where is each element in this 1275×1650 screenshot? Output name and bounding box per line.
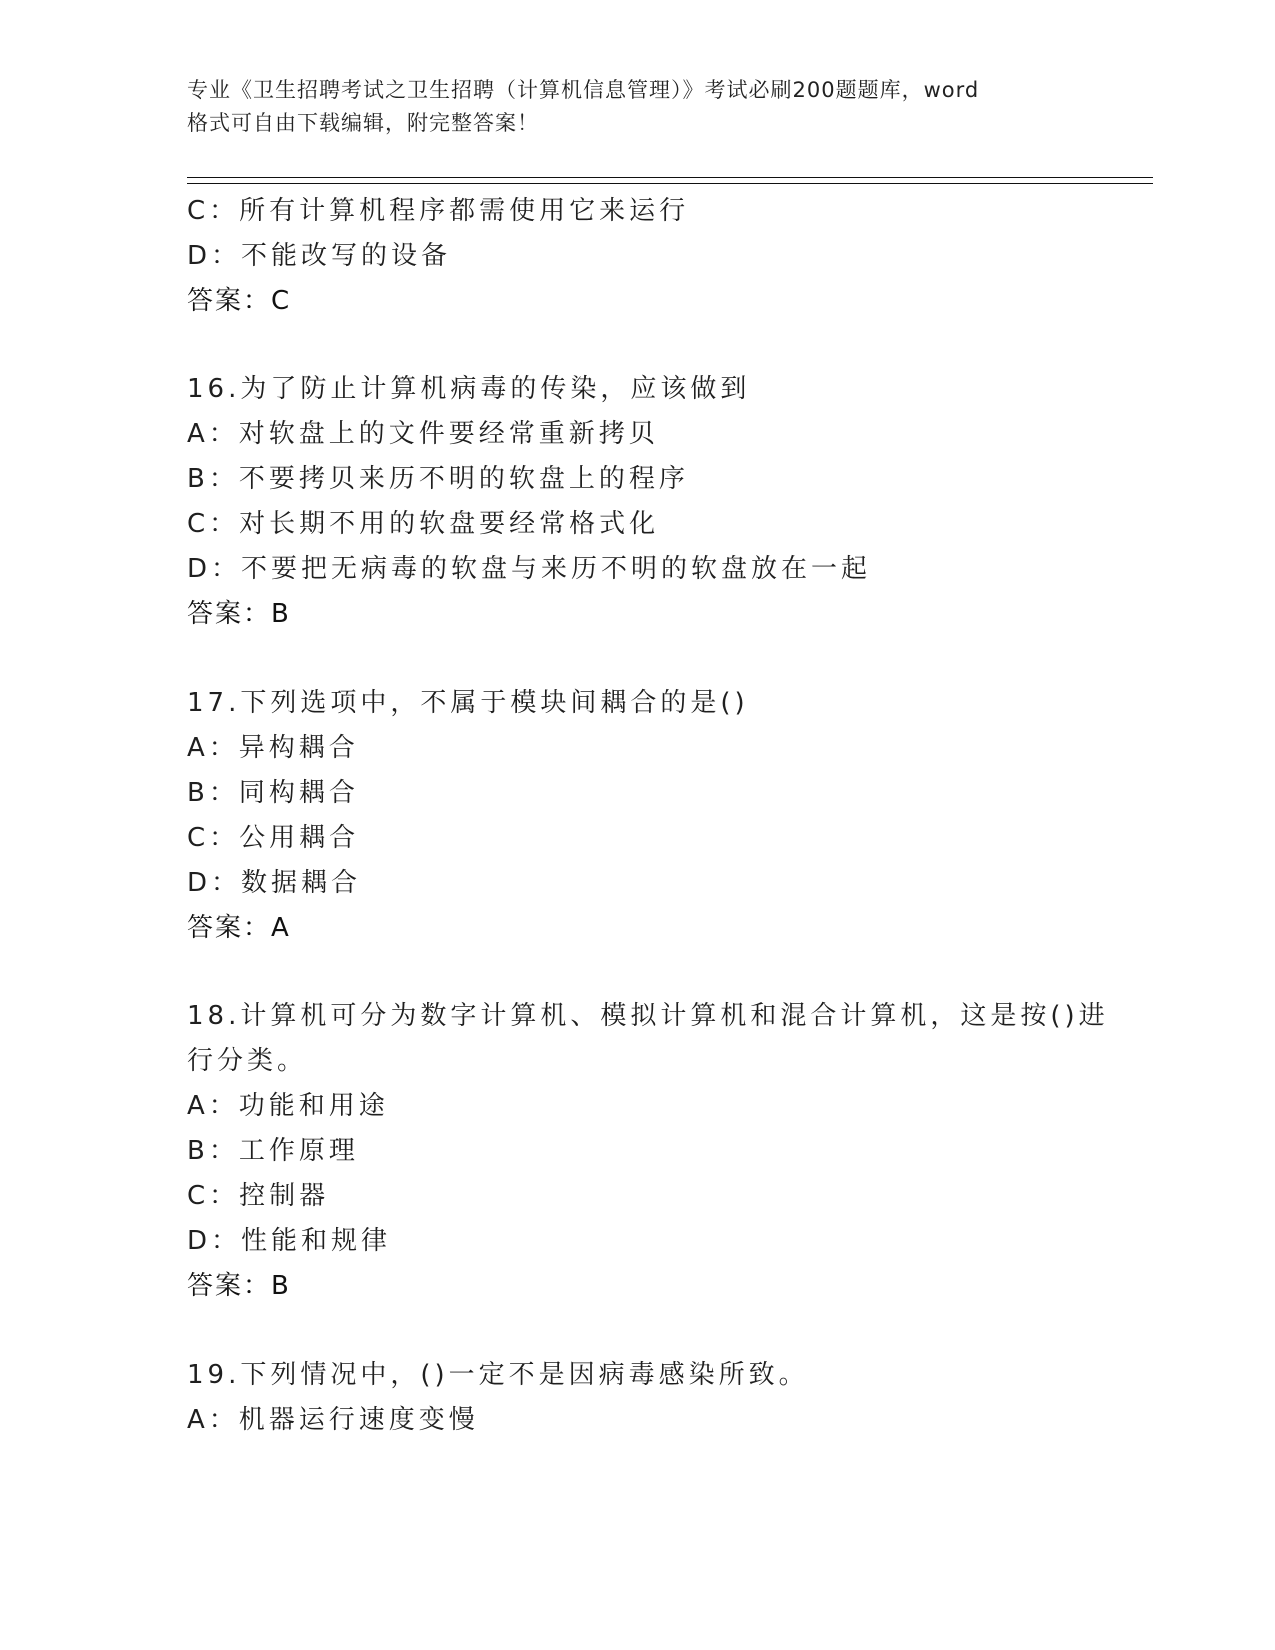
q17-question: 17.下列选项中，不属于模块间耦合的是() (187, 688, 749, 718)
q18-option-b: B：工作原理 (187, 1136, 359, 1166)
q15-option-d: D：不能改写的设备 (187, 241, 452, 271)
q19-question: 19.下列情况中，()一定不是因病毒感染所致。 (187, 1360, 809, 1390)
q17-option-b: B：同构耦合 (187, 778, 359, 808)
q18-option-a: A：功能和用途 (187, 1091, 389, 1121)
header-divider-bottom (187, 183, 1153, 184)
q17-option-c: C：公用耦合 (187, 823, 360, 853)
q18-answer: 答案：B (187, 1271, 291, 1301)
q16-option-b: B：不要拷贝来历不明的软盘上的程序 (187, 464, 689, 494)
q17-answer: 答案：A (187, 913, 291, 943)
q16-answer: 答案：B (187, 599, 291, 629)
q18-question-line-1: 18.计算机可分为数字计算机、模拟计算机和混合计算机，这是按()进 (187, 1001, 1109, 1031)
q18-option-d: D：性能和规律 (187, 1226, 392, 1256)
q16-option-c: C：对长期不用的软盘要经常格式化 (187, 509, 660, 539)
q18-question-line-2: 行分类。 (187, 1046, 308, 1076)
document-header (187, 74, 1092, 140)
q16-option-a: A：对软盘上的文件要经常重新拷贝 (187, 419, 659, 449)
q15-option-c: C：所有计算机程序都需使用它来运行 (187, 196, 690, 226)
q17-option-a: A：异构耦合 (187, 733, 359, 763)
q16-question: 16.为了防止计算机病毒的传染，应该做到 (187, 374, 751, 404)
q16-option-d: D：不要把无病毒的软盘与来历不明的软盘放在一起 (187, 554, 872, 584)
q19-option-a: A：机器运行速度变慢 (187, 1405, 479, 1435)
header-divider-top (187, 177, 1153, 178)
header-title-line-1: 专业《卫生招聘考试之卫生招聘（计算机信息管理）》考试必刷200题题库，word (187, 78, 980, 102)
q18-option-c: C：控制器 (187, 1181, 330, 1211)
q15-answer: 答案：C (187, 286, 292, 316)
q17-option-d: D：数据耦合 (187, 868, 362, 898)
header-title-line-2: 格式可自由下载编辑，附完整答案！ (187, 111, 539, 135)
